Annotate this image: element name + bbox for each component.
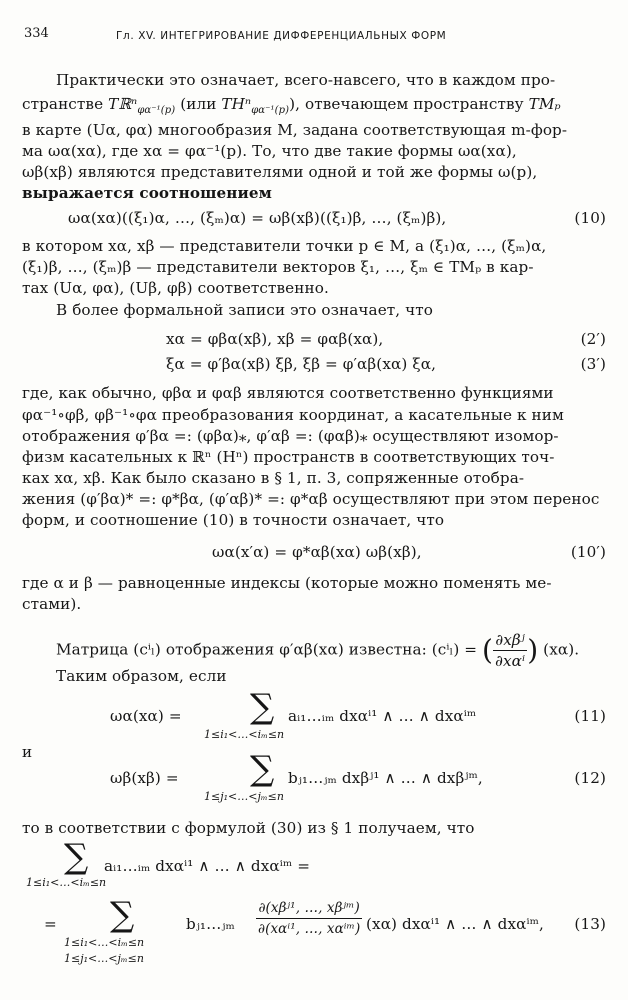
equation-11-rhs: aᵢ₁…ᵢₘ dxαⁱ¹ ∧ … ∧ dxαⁱᵐ — [288, 707, 477, 725]
sum-limits: 1≤i₁<…<iₘ≤n — [26, 876, 107, 889]
text-line: и — [22, 743, 33, 761]
sum-limits: 1≤j₁<…<jₘ≤n — [204, 790, 284, 803]
text-line: ωβ(xβ) являются представителями одной и той же формы ω(p), — [22, 163, 538, 181]
text-line: странстве Tℝⁿ$_{\varphi\alpha^{-1}(p)}$ (или THⁿ$_{\varphi\alpha^{-1}(p)}$), отвечающем пространству TMₚ — [22, 95, 561, 117]
sum-symbol: ∑ — [110, 895, 135, 935]
text-line: В более формальной записи это означает, что — [56, 301, 434, 319]
equation-11-lhs: ωα(xα) = — [110, 707, 182, 725]
text-line: стами). — [22, 595, 82, 613]
equation-12-rhs: bⱼ₁…ⱼₘ dxβʲ¹ ∧ … ∧ dxβʲᵐ, — [288, 769, 483, 787]
text-line: в котором xα, xβ — представители точки p ∈ M, а (ξ₁)α, …, (ξₘ)α, — [22, 237, 547, 255]
equation-number: (10′) — [570, 543, 606, 561]
text-line: где, как обычно, φβα и φαβ являются соответственно функциями — [22, 384, 554, 402]
text-line: Матрица (cⁱₗ) отображения φ′αβ(xα) известна: (cⁱₗ) = ( $\frac{\text{∂xβʲ}}{\text{∂xαⁱ}}$ ) (xα). — [56, 631, 580, 670]
sum-symbol: ∑ — [64, 837, 89, 877]
equation-13-equals: = — [44, 915, 57, 933]
equation-13-tail: (xα) dxαⁱ¹ ∧ … ∧ dxαⁱᵐ, — [366, 915, 544, 933]
running-title: Гл. XV. ИНТЕГРИРОВАНИЕ ДИФФЕРЕНЦИАЛЬНЫХ ФОРМ — [116, 30, 447, 42]
sum-limits: 1≤i₁<…<iₘ≤n — [64, 936, 145, 949]
text-line: отображения φ′βα =: (φβα)⁎, φ′αβ =: (φαβ)⁎ осуществляют изомор- — [22, 427, 559, 445]
jacobian-denominator: ∂(xαⁱ¹, …, xαⁱᵐ) — [258, 921, 361, 937]
text-line: тах (Uα, φα), (Uβ, φβ) соответственно. — [22, 279, 329, 297]
equation-3prime: ξα = φ′βα(xβ) ξβ, ξβ = φ′αβ(xα) ξα, — [166, 355, 437, 373]
text-line: жения (φ′βα)* =: φ*βα, (φ′αβ)* =: φ*αβ осуществляют при этом перенос — [22, 490, 600, 508]
text-line: Практически это означает, всего-навсего, что в каждом про- — [56, 71, 556, 89]
text-line: то в соответствии с формулой (30) из § 1 получаем, что — [22, 819, 475, 837]
text-line: ма ωα(xα), где xα = φα⁻¹(p). То, что две такие формы ωα(xα), — [22, 142, 517, 160]
equation-13-line1: aᵢ₁…ᵢₘ dxαⁱ¹ ∧ … ∧ dxαⁱᵐ = — [104, 857, 311, 875]
equation-number: (2′) — [580, 330, 606, 348]
text-line: физм касательных к ℝⁿ (Hⁿ) пространств в соответствующих точ- — [22, 448, 555, 466]
sum-symbol: ∑ — [250, 687, 275, 727]
sum-limits: 1≤i₁<…<iₘ≤n — [204, 728, 285, 741]
sum-symbol: ∑ — [250, 749, 275, 789]
text-line: φα⁻¹∘φβ, φβ⁻¹∘φα преобразования координат, а касательные к ним — [22, 406, 564, 424]
equation-10prime: ωα(x′α) = φ*αβ(xα) ωβ(xβ), — [212, 543, 422, 561]
jacobian-fraction — [256, 898, 362, 939]
equation-13-coef: bⱼ₁…ⱼₘ — [186, 915, 235, 933]
text-line: Таким образом, если — [56, 667, 227, 685]
text-line: выражается соотношением — [22, 184, 272, 202]
page-number: 334 — [24, 26, 49, 41]
text-line: (ξ₁)β, …, (ξₘ)β — представители векторов ξ₁, …, ξₘ ∈ TMₚ в кар- — [22, 258, 534, 276]
text-line: ках xα, xβ. Как было сказано в § 1, п. 3, сопряженные отобра- — [22, 469, 525, 487]
equation-number: (3′) — [580, 355, 606, 373]
equation-10: ωα(xα)((ξ₁)α, …, (ξₘ)α) = ωβ(xβ)((ξ₁)β, …, (ξₘ)β), — [68, 209, 447, 227]
partial-fraction: $\frac{\text{∂xβʲ}}{\text{∂xαⁱ}}$ — [495, 631, 526, 670]
equation-number: (13) — [574, 915, 606, 933]
jacobian-numerator: ∂(xβʲ¹, …, xβʲᵐ) — [256, 898, 362, 919]
equation-number: (10) — [574, 209, 606, 227]
equation-12-lhs: ωβ(xβ) = — [110, 769, 179, 787]
text-line: форм, и соотношение (10) в точности означает, что — [22, 511, 445, 529]
text-line: в карте (Uα, φα) многообразия M, задана соответствующая m-фор- — [22, 121, 568, 139]
equation-number: (11) — [574, 707, 606, 725]
text-line: где α и β — равноценные индексы (которые можно поменять ме- — [22, 574, 552, 592]
equation-2prime: xα = φβα(xβ), xβ = φαβ(xα), — [166, 330, 384, 348]
equation-number: (12) — [574, 769, 606, 787]
sum-limits: 1≤j₁<…<jₘ≤n — [64, 952, 144, 965]
